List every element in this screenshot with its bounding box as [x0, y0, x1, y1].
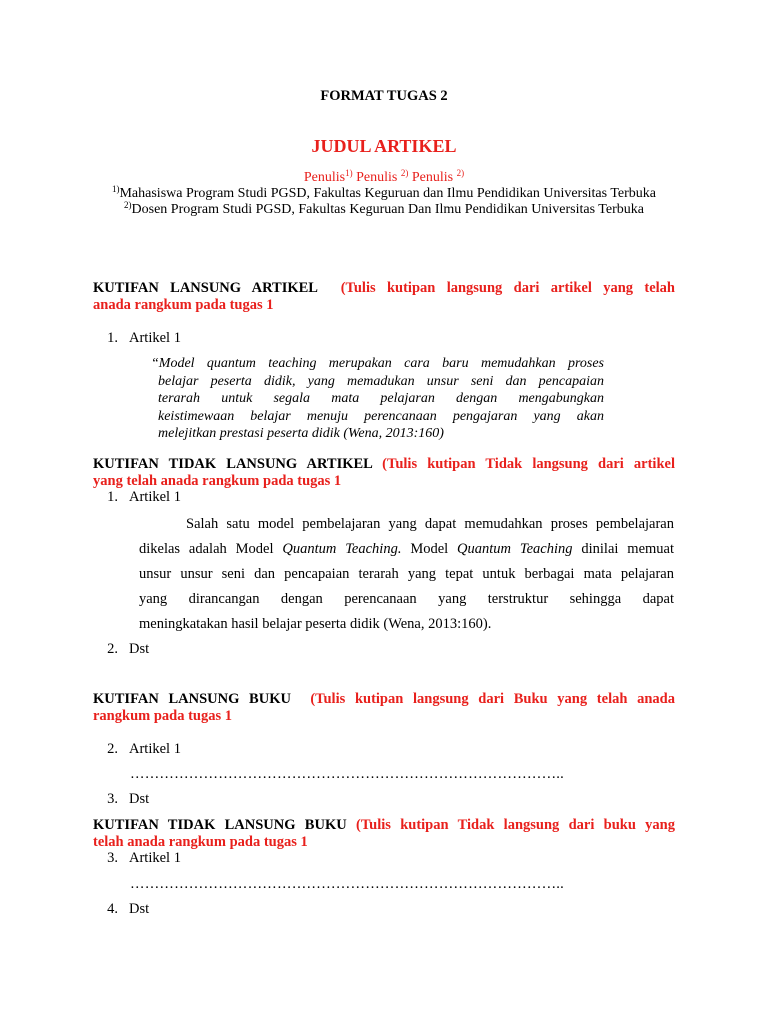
list-item [93, 850, 181, 867]
heading-instruction-cont: yang telah anada rangkum pada tugas 1 [93, 473, 342, 489]
section-direct-article-heading [93, 280, 675, 314]
section-indirect-article-heading [93, 456, 675, 490]
heading-label: KUTIFAN LANSUNG ARTIKEL [93, 280, 318, 296]
list-label: Artikel 1 [129, 741, 181, 757]
author-3: Penulis [408, 170, 457, 185]
list-item [93, 791, 149, 808]
affiliation-student [0, 186, 768, 202]
heading-instruction: (Tulis kutipan Tidak langsung dari artikel [382, 456, 675, 472]
list-number: 2. [107, 741, 118, 757]
format-title: FORMAT TUGAS 2 [320, 88, 448, 104]
heading-label: KUTIFAN LANSUNG BUKU [93, 691, 291, 707]
list-label: Artikel 1 [129, 850, 181, 866]
list-number: 1. [107, 489, 118, 505]
heading-instruction-cont: anada rangkum pada tugas 1 [93, 297, 274, 313]
heading-instruction-cont: telah anada rangkum pada tugas 1 [93, 834, 308, 850]
affiliation-lecturer [0, 202, 768, 218]
author-1: Penulis [303, 170, 346, 185]
paragraph-line: dikelas adalah Model Quantum Teaching. Model Quantum Teaching dinilai memuat [139, 541, 674, 557]
quote-line: melejitkan prestasi peserta didik (Wena, 2013:160) [158, 426, 444, 441]
author-2-mark: 2) [400, 168, 409, 178]
author-2: Penulis [352, 170, 401, 185]
paragraph-line: Salah satu model pembelajaran yang dapat memudahkan proses pembelajaran [186, 516, 674, 532]
heading-instruction: (Tulis kutipan langsung dari artikel yang telah [340, 280, 675, 296]
list-number: 3. [107, 850, 118, 866]
direct-quote [151, 355, 604, 443]
list-number: 3. [107, 791, 118, 807]
paragraph-line: yang dirancangan dengan perencanaan yang terstruktur sehingga dapat [139, 591, 674, 607]
list-label: Dst [129, 791, 150, 807]
heading-label: KUTIFAN TIDAK LANSUNG ARTIKEL [93, 456, 373, 472]
heading-label: KUTIFAN TIDAK LANSUNG BUKU [93, 817, 347, 833]
list-label: Artikel 1 [129, 489, 181, 505]
list-label: Dst [129, 901, 150, 917]
author-1-mark: 1) [345, 168, 353, 178]
article-title: JUDUL ARTIKEL [311, 136, 457, 156]
list-item [93, 489, 181, 506]
indirect-quote-paragraph [139, 512, 674, 637]
quote-line: belajar peserta didik, yang memadukan unsur seni dan pencapaian [158, 373, 604, 389]
heading-instruction: (Tulis kutipan Tidak langsung dari buku yang [355, 817, 675, 833]
list-item [93, 901, 149, 918]
heading-instruction-cont: rangkum pada tugas 1 [93, 708, 232, 724]
list-label: Dst [129, 641, 150, 657]
paragraph-line: unsur unsur seni dan pencapaian terarah yang tepat untuk berbagai mata pelajaran [139, 566, 674, 582]
section-indirect-book-heading [93, 817, 675, 851]
list-label: Artikel 1 [129, 330, 181, 346]
list-item [93, 741, 181, 758]
quote-line: terarah untuk segala mata pelajaran dengan mengabungkan [158, 391, 604, 406]
affiliation-student-mark: 1) [111, 184, 120, 194]
list-item [93, 641, 149, 658]
placeholder-dots: …………………………………………………………………………….. [130, 766, 564, 782]
paragraph-line: meningkatakan hasil belajar peserta didik (Wena, 2013:160). [139, 616, 492, 632]
placeholder-dots: …………………………………………………………………………….. [130, 876, 564, 892]
affiliation-lecturer-text: Dosen Program Studi PGSD, Fakultas Keguruan Dan Ilmu Pendidikan Universitas Terbuka [131, 202, 644, 217]
quote-line: keistimewaan belajar menuju perencanaan pengajaran yang akan [158, 408, 604, 424]
list-number: 2. [107, 641, 118, 657]
affiliation-lecturer-mark: 2) [124, 200, 132, 210]
section-direct-book-heading [93, 691, 675, 725]
affiliation-student-text: Mahasiswa Program Studi PGSD, Fakultas Keguruan dan Ilmu Pendidikan Universitas Terbuka [119, 186, 657, 201]
heading-instruction: (Tulis kutipan langsung dari Buku yang telah anada [310, 691, 675, 707]
list-number: 1. [107, 330, 118, 346]
list-item [93, 330, 181, 347]
list-number: 4. [107, 901, 118, 917]
author-3-mark: 2) [456, 168, 465, 178]
quote-line: “Model quantum teaching merupakan cara baru memudahkan proses [151, 356, 604, 371]
